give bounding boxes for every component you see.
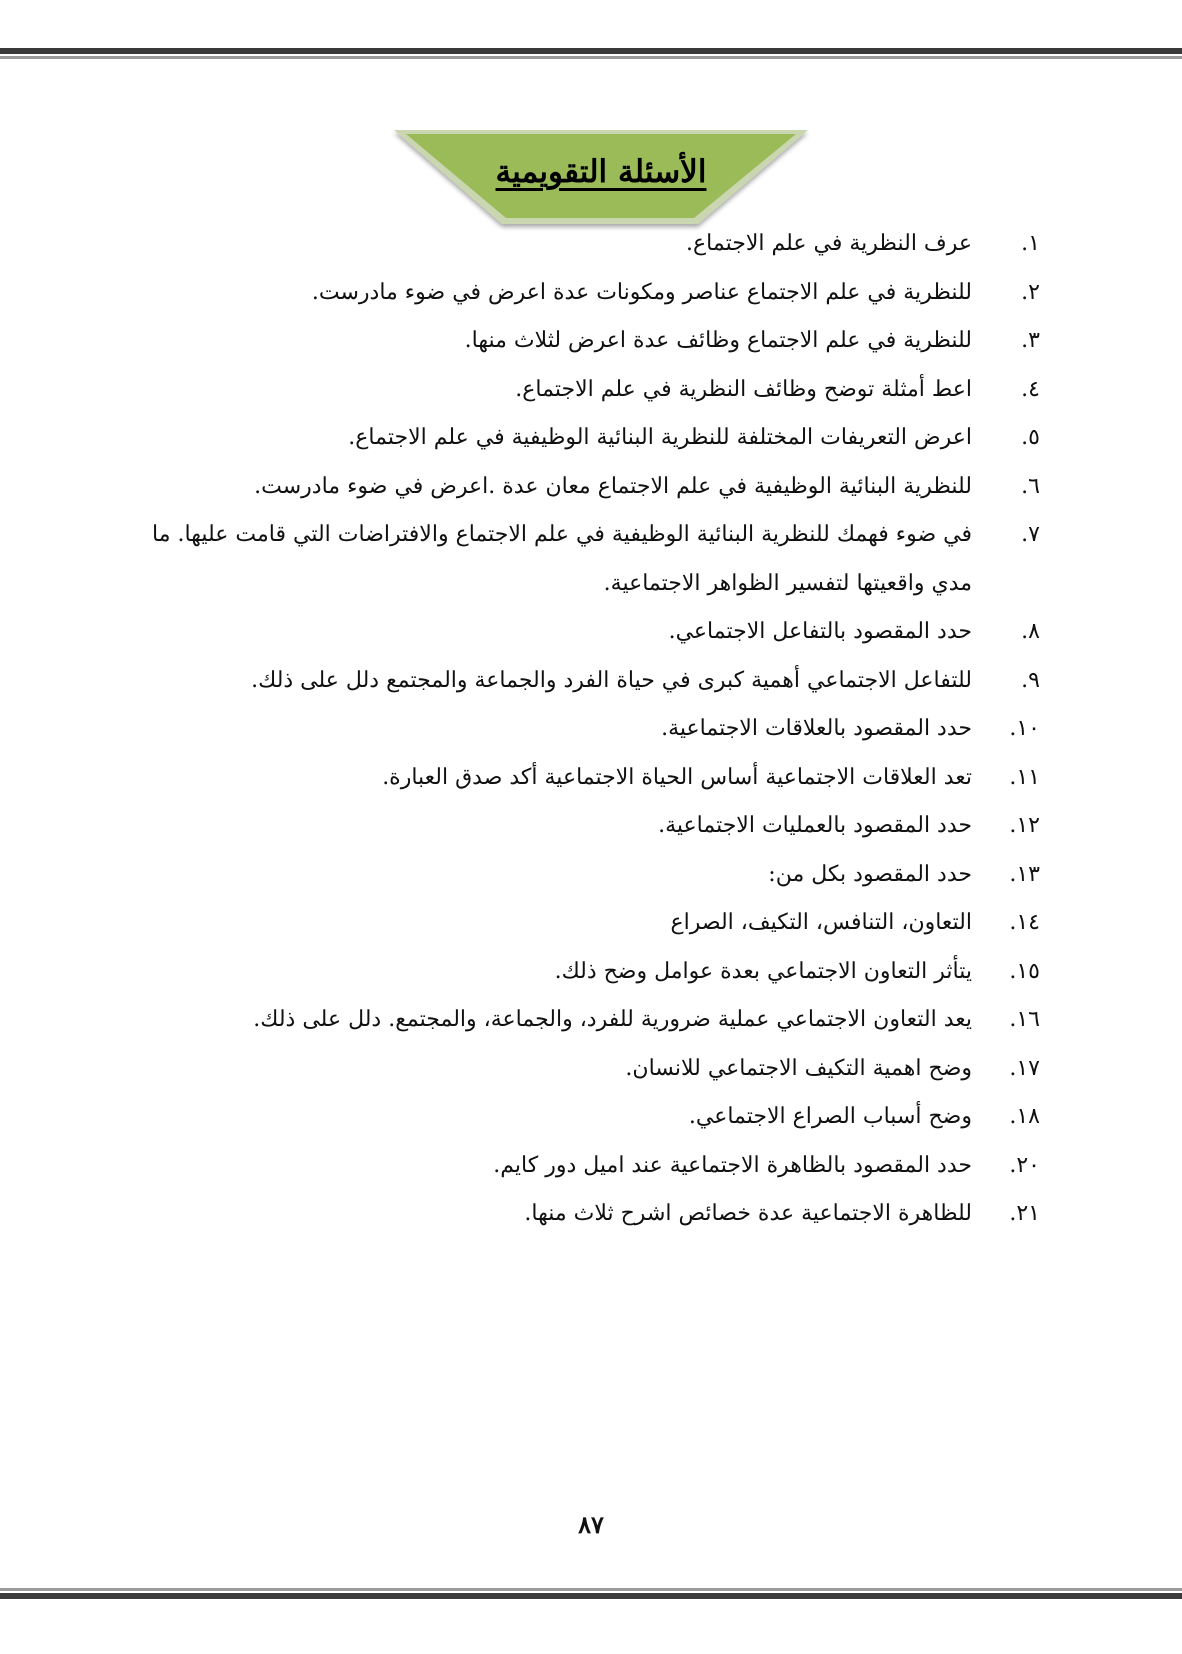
question-item bbox=[110, 802, 1040, 851]
question-number: ٢. bbox=[1021, 279, 1040, 305]
question-item bbox=[110, 996, 1040, 1045]
question-text: تعد العلاقات الاجتماعية أساس الحياة الاجتماعية أكد صدق العبارة. bbox=[382, 764, 972, 790]
question-item bbox=[110, 1190, 1040, 1239]
question-item bbox=[110, 317, 1040, 366]
question-number: ١٢. bbox=[1009, 813, 1040, 838]
top-rule bbox=[0, 48, 1182, 59]
question-text: للنظرية في علم الاجتماع عناصر ومكونات عدة اعرض في ضوء مادرست. bbox=[311, 279, 972, 305]
question-text: حدد المقصود بالتفاعل الاجتماعي. bbox=[668, 619, 972, 644]
question-item bbox=[110, 463, 1040, 512]
question-number: ١٥. bbox=[1009, 958, 1040, 984]
question-number: ٨. bbox=[1021, 619, 1040, 644]
question-item bbox=[110, 414, 1040, 463]
question-item bbox=[110, 705, 1040, 754]
question-item bbox=[110, 1093, 1040, 1142]
question-number: ١٦. bbox=[1009, 1007, 1040, 1032]
question-text: وضح أسباب الصراع الاجتماعي. bbox=[688, 1104, 972, 1129]
question-item bbox=[110, 851, 1040, 900]
question-item bbox=[110, 366, 1040, 415]
question-item bbox=[110, 948, 1040, 997]
question-number: ٢٠. bbox=[1009, 1152, 1040, 1178]
question-number: ١٠. bbox=[1009, 716, 1040, 741]
question-number: ١٨. bbox=[1009, 1104, 1040, 1129]
question-number: ٤. bbox=[1021, 376, 1040, 402]
question-text: حدد المقصود بالعمليات الاجتماعية. bbox=[658, 813, 972, 838]
question-text: يعد التعاون الاجتماعي عملية ضرورية للفرد، والجماعة، والمجتمع. دلل على ذلك. bbox=[253, 1007, 972, 1032]
question-text: في ضوء فهمك للنظرية البنائية الوظيفية في علم الاجتماع والافتراضات التي قامت عليها. ما مدي واقعيتها لتفسير الظواهر الاجتماعية. bbox=[152, 522, 972, 596]
question-text: اعرض التعريفات المختلفة للنظرية البنائية الوظيفية في علم الاجتماع. bbox=[348, 425, 972, 450]
question-text: حدد المقصود بالظاهرة الاجتماعية عند اميل دور كايم. bbox=[493, 1152, 972, 1178]
question-number: ٥. bbox=[1021, 425, 1040, 450]
question-item bbox=[110, 754, 1040, 803]
question-text: يتأثر التعاون الاجتماعي بعدة عوامل وضح ذلك. bbox=[554, 958, 972, 984]
page-title: الأسئلة التقويمية bbox=[495, 154, 707, 190]
question-item bbox=[110, 1142, 1040, 1191]
question-text: وضح اهمية التكيف الاجتماعي للانسان. bbox=[625, 1055, 972, 1081]
question-item bbox=[110, 269, 1040, 318]
question-number: ٢١. bbox=[1009, 1201, 1040, 1226]
question-number: ٩. bbox=[1021, 667, 1040, 693]
question-text: اعط أمثلة توضح وظائف النظرية في علم الاجتماع. bbox=[515, 376, 972, 402]
page-number: ٨٧ bbox=[578, 1510, 604, 1539]
question-text: للظاهرة الاجتماعية عدة خصائص اشرح ثلاث منها. bbox=[524, 1201, 972, 1226]
question-item bbox=[110, 608, 1040, 657]
question-text: للنظرية البنائية الوظيفية في علم الاجتماع معان عدة .اعرض في ضوء مادرست. bbox=[254, 473, 972, 499]
question-number: ١٣. bbox=[1009, 861, 1040, 887]
questions-list bbox=[110, 220, 1040, 1239]
question-number: ١٤. bbox=[1009, 910, 1040, 935]
question-item bbox=[110, 220, 1040, 269]
question-item bbox=[110, 657, 1040, 706]
question-item bbox=[110, 899, 1040, 948]
question-number: ١٧. bbox=[1009, 1055, 1040, 1081]
question-text: للتفاعل الاجتماعي أهمية كبرى في حياة الفرد والجماعة والمجتمع دلل على ذلك. bbox=[251, 667, 972, 693]
question-text: حدد المقصود بالعلاقات الاجتماعية. bbox=[661, 716, 972, 741]
question-number: ٧. bbox=[1021, 522, 1040, 547]
question-number: ٣. bbox=[1021, 328, 1040, 353]
question-number: ١١. bbox=[1009, 764, 1040, 790]
question-text: حدد المقصود بكل من: bbox=[768, 861, 972, 887]
question-number: ١. bbox=[1021, 231, 1040, 256]
question-number: ٦. bbox=[1021, 473, 1040, 499]
question-text: التعاون، التنافس، التكيف، الصراع bbox=[670, 910, 972, 935]
question-text: عرف النظرية في علم الاجتماع. bbox=[686, 231, 972, 256]
question-item bbox=[110, 511, 1040, 608]
bottom-rule bbox=[0, 1588, 1182, 1599]
question-item bbox=[110, 1045, 1040, 1094]
question-text: للنظرية في علم الاجتماع وظائف عدة اعرض لثلاث منها. bbox=[464, 328, 972, 353]
